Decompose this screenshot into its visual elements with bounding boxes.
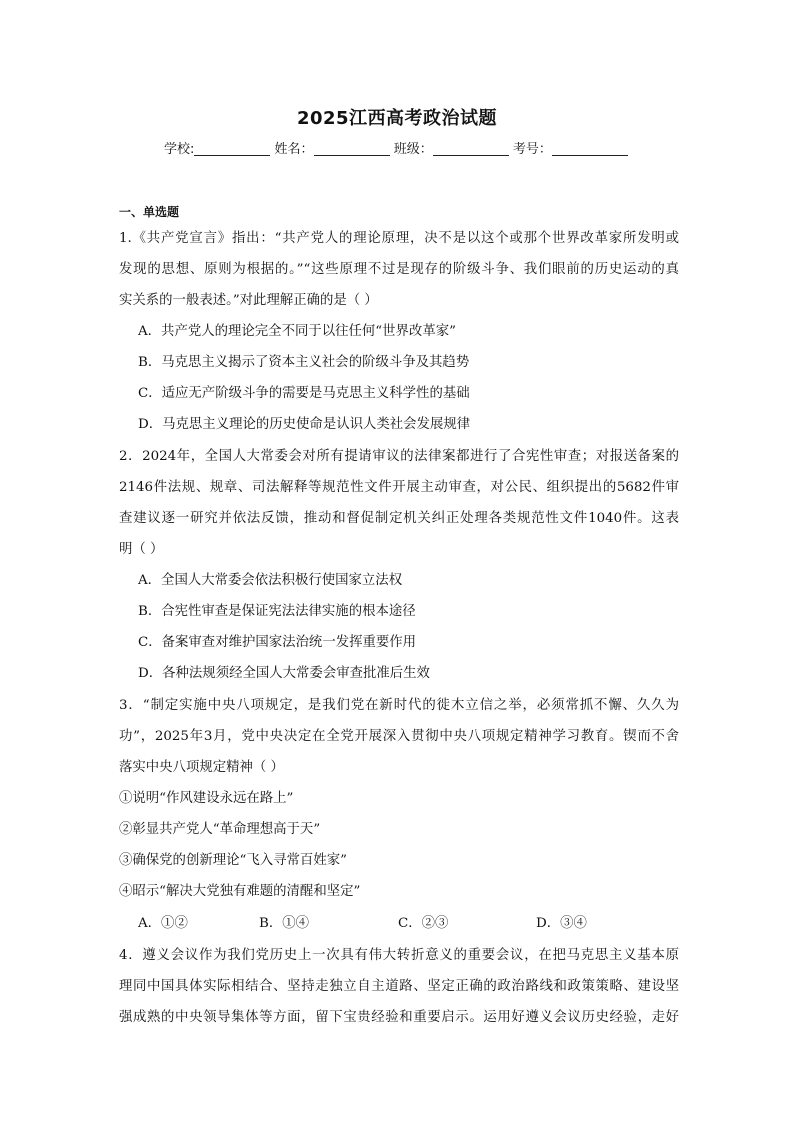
q1-option-a: A．共产党人的理论完全不同于以往任何“世界改革家” [138,324,456,339]
q2-option-d: D．各种法规须经全国人大常委会审查批准后生效 [138,666,430,681]
q2-stem-line-1: 2．2024年，全国人大常委会对所有提请审议的法律案都进行了合宪性审查；对报送备案的 [119,449,679,464]
class-label: 班级： [393,142,433,157]
q1-stem-line-2: 发现的思想、原则为根据的。”“这些原理不过是现存的阶级斗争、我们眼前的历史运动的真 [119,262,679,277]
q4-stem-line-3: 强成熟的中央领导集体等方面，留下宝贵经验和重要启示。运用好遵义会议历史经验，走好 [119,1010,679,1025]
q1-option-c: C．适应无产阶级斗争的需要是马克思主义科学性的基础 [138,386,470,401]
name-blank [314,141,390,156]
q2-stem-line-3: 查建议逐一研究并依法反馈，推动和督促制定机关纠正处理各类规范性文件1040件。这表 [119,511,679,526]
q3-statement-2: ②彰显共产党人“革命理想高于天” [119,822,321,837]
q3-option-d: D．③④ [536,916,587,931]
name-label: 姓名： [274,142,314,157]
school-label: 学校: [164,142,195,157]
student-info-row [164,138,644,157]
section-heading: 一、单选题 [119,205,180,219]
q1-option-d: D．马克思主义理论的历史使命是认识人类社会发展规律 [138,417,471,432]
exam-number-label: 考号： [512,142,552,157]
q2-option-c: C．备案审查对维护国家法治统一发挥重要作用 [138,635,417,650]
q1-stem-line-3: 实关系的一般表述。”对此理解正确的是（ ） [119,293,378,308]
class-blank [433,141,509,156]
exam-title: 2025江西高考政治试题 [296,108,498,129]
q2-option-b: B．合宪性审查是保证宪法法律实施的根本途径 [138,604,416,619]
q3-option-a: A．①② [138,916,188,931]
q3-stem-line-1: 3．“制定实施中央八项规定，是我们党在新时代的徙木立信之举，必须常抓不懈、久久为 [119,698,679,713]
q3-statement-3: ③确保党的创新理论“飞入寻常百姓家” [119,853,347,868]
exam-number-blank [552,141,628,156]
q2-stem-line-4: 明（ ） [119,542,164,557]
q1-option-b: B．马克思主义揭示了资本主义社会的阶级斗争及其趋势 [138,355,470,370]
school-blank [194,141,270,156]
q4-stem-line-2: 理同中国具体实际相结合、坚持走独立自主道路、坚定正确的政治路线和政策策略、建设坚 [119,979,679,994]
q1-stem-line-1: 1.《共产党宣言》指出：“共产党人的理论原理，决不是以这个或那个世界改革家所发明或 [119,231,679,246]
q2-stem-line-2: 2146件法规、规章、司法解释等规范性文件开展主动审查，对公民、组织提出的5682件审 [119,480,679,495]
q3-statement-1: ①说明“作风建设永远在路上” [119,791,294,806]
q3-stem-line-2: 功”，2025年3月，党中央决定在全党开展深入贯彻中央八项规定精神学习教育。锲而不舍 [119,729,679,744]
q3-option-b: B．①④ [259,916,310,931]
q3-stem-line-3: 落实中央八项规定精神（ ） [119,760,284,775]
q4-stem-line-1: 4．遵义会议作为我们党历史上一次具有伟大转折意义的重要会议，在把马克思主义基本原 [119,948,679,963]
q3-statement-4: ④昭示“解决大党独有难题的清醒和坚定” [119,884,361,899]
q3-option-c: C．②③ [398,916,449,931]
q2-option-a: A．全国人大常委会依法积极行使国家立法权 [138,573,403,588]
